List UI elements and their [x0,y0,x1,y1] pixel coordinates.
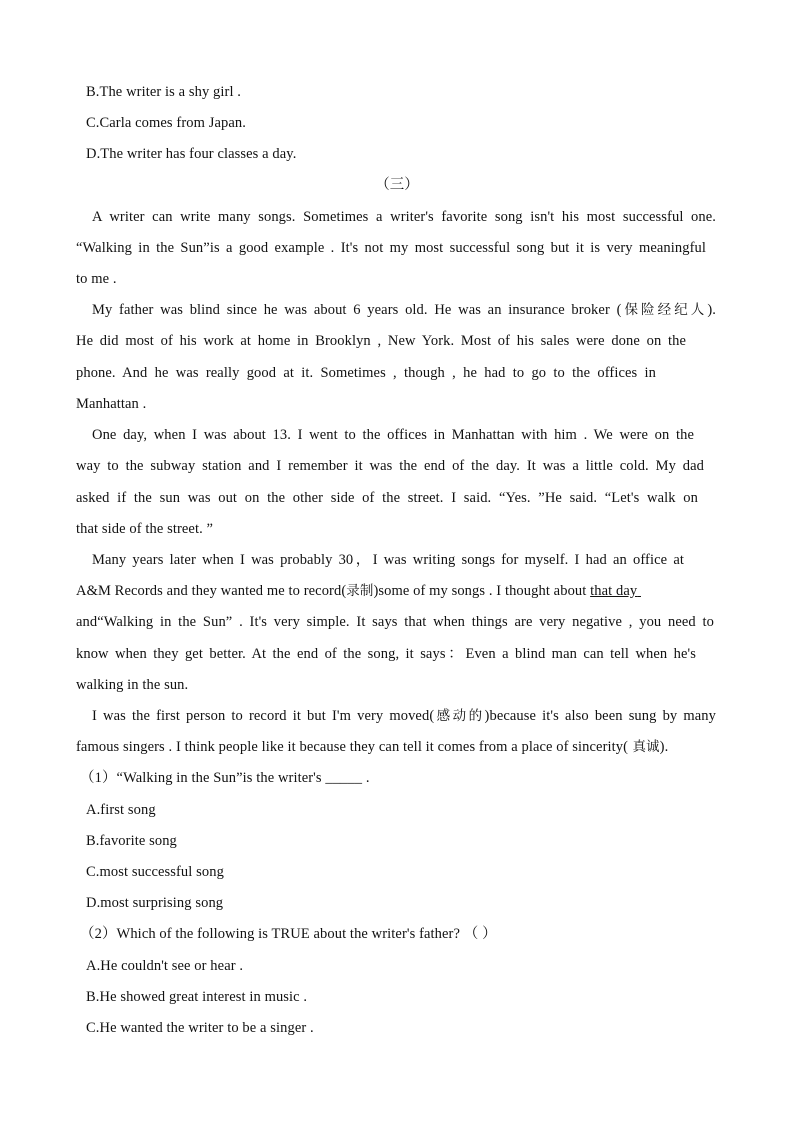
question-2-option-c: C.He wanted the writer to be a singer . [86,1020,314,1036]
passage-p5-text-b: )because it's also been sung by many [484,708,716,724]
section-title: （三） [375,177,419,193]
question-1-option-c: C.most successful song [86,864,224,880]
question-2-stem: （2）Which of the following is TRUE about the writer's father? （ ） [80,926,497,942]
passage-p4-line4: know when they get better. At the end of the song, it says：Even a blind man can tell when he's [76,646,696,662]
question-1-option-a: A.first song [86,802,156,818]
passage-p4-line2 [76,581,716,601]
passage-p1-line3: to me . [76,271,117,287]
question-2-option-a: A.He couldn't see or hear . [86,958,244,974]
question-1-stem: （1）“Walking in the Sun”is the writer's _____ . [80,770,370,786]
passage-p4-line3: and“Walking in the Sun” . It's very simple. It says that when things are very negative , you need to [76,614,714,630]
passage-underlined-phrase: that day [590,583,638,599]
passage-p5-text-a: I was the first person to record it but I'm very moved( [92,708,435,724]
passage-p1-line2: “Walking in the Sun”is a good example . It's not my most successful song but it is very meaningful [76,240,706,256]
passage-p2-gloss: 保险经纪人 [621,302,708,318]
prev-option-d: D.The writer has four classes a day. [86,146,297,162]
passage-p3-line4: that side of the street. ” [76,521,214,537]
prev-option-b: B.The writer is a shy girl . [86,84,242,100]
passage-p1-line1: A writer can write many songs. Sometimes a writer's favorite song isn't his most successful one. [92,209,716,225]
passage-p5-line2 [76,737,716,757]
passage-p2-text-b: ). [707,302,716,318]
prev-option-c: C.Carla comes from Japan. [86,115,246,131]
passage-p2-line2: He did most of his work at home in Brooklyn , New York. Most of his sales were done on the [76,333,686,349]
passage-p2-text-a: My father was blind since he was about 6 years old. He was an insurance broker ( [92,302,622,318]
passage-p5-text-d: ). [659,739,669,755]
passage-p2-line4: Manhattan . [76,396,147,412]
passage-p4-line5: walking in the sun. [76,677,189,693]
passage-p5-gloss-2: 真诚 [628,739,660,755]
passage-p4-text-b: )some of my songs . I thought about [373,583,591,599]
passage-p3-line1: One day, when I was about 13. I went to the offices in Manhattan with him . We were on the [92,427,694,443]
passage-p5-line1 [92,706,716,726]
passage-p4-gloss: 录制 [346,583,374,599]
passage-p3-line2: way to the subway station and I remember it was the end of the day. It was a little cold. My dad [76,458,704,474]
passage-p5-text-c: famous singers . I think people like it because they can tell it comes from a place of sincerity( [76,739,629,755]
passage-p4-text-a: A&M Records and they wanted me to record( [76,583,347,599]
passage-p3-line3: asked if the sun was out on the other side of the street. I said. “Yes. ”He said. “Let's walk on [76,490,698,506]
passage-p2-line1 [92,300,716,320]
passage-p2-line3: phone. And he was really good at it. Sometimes , though , he had to go to the offices in [76,365,656,381]
question-1-option-b: B.favorite song [86,833,177,849]
question-1-option-d: D.most surprising song [86,895,224,911]
question-2-option-b: B.He showed great interest in music . [86,989,308,1005]
passage-p4-line1: Many years later when I was probably 30，I was writing songs for myself. I had an office at [92,552,684,568]
passage-p5-gloss-1: 感动的 [434,708,485,724]
